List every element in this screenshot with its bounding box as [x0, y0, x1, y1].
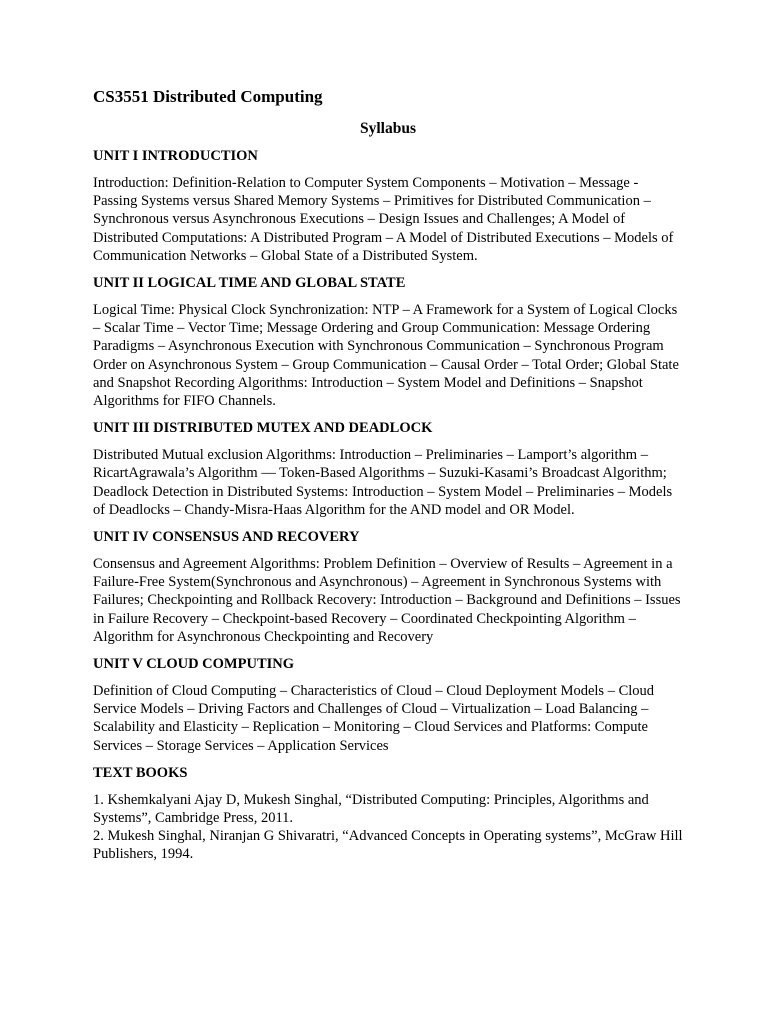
text-book-item: 2. Mukesh Singhal, Niranjan G Shivaratri, “Advanced Concepts in Operating systems”, McGraw Hill Publishers, 1994.: [93, 828, 683, 863]
unit-5-heading: UNIT V CLOUD COMPUTING: [93, 656, 295, 673]
document-page: [93, 86, 683, 864]
unit-5-section: [93, 655, 683, 755]
unit-3-body: Distributed Mutual exclusion Algorithms: Introduction – Preliminaries – Lamport’s algorithm – RicartAgrawala’s Algorithm –– Token-Based Algorithms – Suzuki-Kasami’s Broadcast Algorithm; Deadlock Detection in Distributed Systems: Introduction – System Model – Preliminaries – Models of Deadlocks – Chandy-Misra-Haas Algorithm for the AND model and OR Model.: [93, 447, 673, 518]
text-books-heading: TEXT BOOKS: [93, 764, 188, 781]
unit-5-body: Definition of Cloud Computing – Characteristics of Cloud – Cloud Deployment Models – Cloud Service Models – Driving Factors and Challenges of Cloud – Virtualization – Load Balancing – Scalability and Elasticity – Replication – Monitoring – Cloud Services and Platforms: Compute Services – Storage Services – Application Services: [93, 683, 655, 754]
unit-1-body: Introduction: Definition-Relation to Computer System Components – Motivation – Message - Passing Systems versus Shared Memory Systems – Primitives for Distributed Communication – Synchronous versus Asynchronous Executions – Design Issues and Challenges; A Model of Distributed Computations: A Distributed Program – A Model of Distributed Executions – Models of Communication Networks – Global State of a Distributed System.: [93, 175, 674, 264]
unit-2-heading: UNIT II LOGICAL TIME AND GLOBAL STATE: [93, 275, 406, 292]
unit-1-heading: UNIT I INTRODUCTION: [93, 148, 258, 164]
unit-4-heading: UNIT IV CONSENSUS AND RECOVERY: [93, 529, 360, 546]
document-title: CS3551 Distributed Computing: [93, 87, 323, 106]
unit-2-section: [93, 274, 683, 410]
unit-4-section: [93, 528, 683, 646]
document-subtitle: Syllabus: [359, 120, 416, 137]
unit-3-section: [93, 419, 683, 519]
text-books-list: [93, 791, 683, 864]
text-books-section: [93, 764, 683, 864]
unit-4-body: Consensus and Agreement Algorithms: Problem Definition – Overview of Results – Agreement in a Failure-Free System(Synchronous and Asynchronous) – Agreement in Synchronous Systems with Failures; Checkpointing and Rollback Recovery: Introduction – Background and Definitions – Issues in Failure Recovery – Checkpoint-based Recovery – Coordinated Checkpointing Algorithm – Algorithm for Asynchronous Checkpointing and Recovery: [93, 556, 681, 645]
text-book-item: 1. Kshemkalyani Ajay D, Mukesh Singhal, “Distributed Computing: Principles, Algorithms and Systems”, Cambridge Press, 2011.: [93, 791, 649, 827]
unit-1-section: [93, 147, 683, 265]
unit-3-heading: UNIT III DISTRIBUTED MUTEX AND DEADLOCK: [93, 420, 433, 437]
unit-2-body: Logical Time: Physical Clock Synchronization: NTP – A Framework for a System of Logical Clocks – Scalar Time – Vector Time; Message Ordering and Group Communication: Message Ordering Paradigms – Asynchronous Execution with Synchronous Communication – Synchronous Program Order on Asynchronous System – Group Communication – Causal Order – Total Order; Global State and Snapshot Recording Algorithms: Introduction – System Model and Definitions – Snapshot Algorithms for FIFO Channels.: [93, 302, 679, 410]
